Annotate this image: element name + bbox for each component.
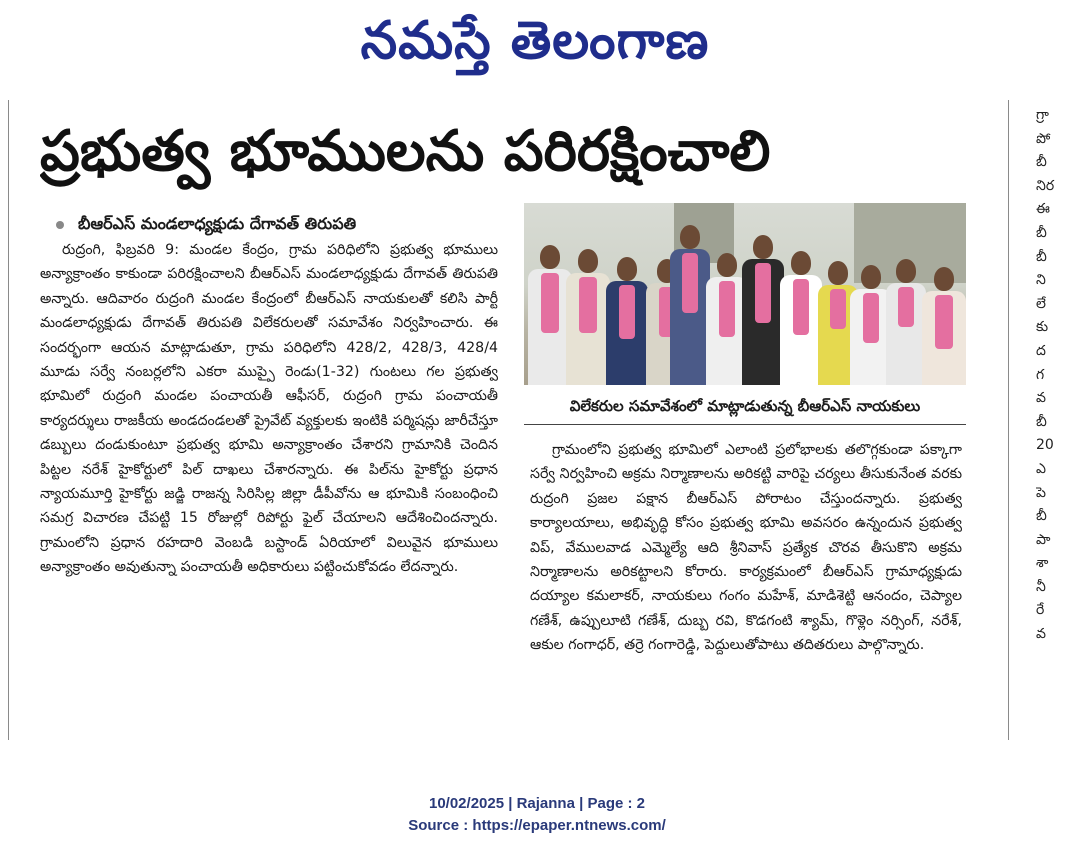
adjacent-column-line: శా bbox=[1036, 555, 1049, 572]
adjacent-column-line: పె bbox=[1036, 484, 1046, 501]
masthead-logo: నమస్తే తెలంగాణ bbox=[360, 11, 710, 71]
adjacent-column-line: ద bbox=[1036, 342, 1046, 359]
adjacent-column-line: ఎ bbox=[1036, 460, 1046, 477]
adjacent-column-line: పో bbox=[1036, 130, 1051, 147]
adjacent-column-line: పా bbox=[1036, 531, 1051, 548]
article-column-1 bbox=[40, 238, 498, 746]
photo-caption: విలేకరుల సమావేశంలో మాట్లాడుతున్న బీఆర్ఎస్ నాయకులు bbox=[524, 388, 966, 425]
article-column-2 bbox=[530, 438, 962, 746]
adjacent-column-line: బీ bbox=[1036, 154, 1047, 171]
adjacent-column-line: బీ bbox=[1036, 248, 1047, 265]
adjacent-column-line: రే bbox=[1036, 602, 1045, 619]
adjacent-column-line: వ bbox=[1036, 626, 1046, 643]
adjacent-column-line: ని bbox=[1036, 272, 1046, 289]
adjacent-column-line: బీ bbox=[1036, 508, 1047, 525]
adjacent-column-line: 20 bbox=[1036, 437, 1054, 454]
column-divider-left bbox=[8, 100, 9, 740]
article-headline: ప్రభుత్వ భూములను పరిరక్షించాలి bbox=[40, 119, 771, 184]
subhead-text: బీఆర్ఎస్ మండలాధ్యక్షుడు దేగావత్ తిరుపతి bbox=[78, 214, 357, 233]
adjacent-column-line: నీ bbox=[1036, 578, 1046, 595]
bullet-icon bbox=[56, 221, 64, 229]
adjacent-column-line: లే bbox=[1036, 295, 1046, 312]
adjacent-column-line: ఈ bbox=[1036, 201, 1050, 218]
adjacent-column-line: కు bbox=[1036, 319, 1049, 336]
adjacent-column-line: బీ bbox=[1036, 413, 1047, 430]
adjacent-column-line: బీ bbox=[1036, 224, 1047, 241]
adjacent-column-line: నిర bbox=[1036, 177, 1055, 194]
article-subhead bbox=[56, 212, 496, 236]
adjacent-column-line: గ bbox=[1036, 366, 1045, 383]
footer-date-edition: 10/02/2025 | Rajanna | Page : 2 bbox=[428, 795, 645, 812]
adjacent-column-line: గ్రా bbox=[1036, 107, 1049, 123]
column-divider-right bbox=[1008, 100, 1009, 740]
adjacent-column-fragment bbox=[1036, 104, 1074, 744]
adjacent-column-line: వ bbox=[1036, 390, 1046, 407]
column-1-text: రుద్రంగి, ఫిబ్రవరి 9: మండల కేంద్రం, గ్రామ పరిధిలోని ప్రభుత్వ భూములు అన్యాక్రాంతం కాకుండా పరిరక్షించాలని బీఆర్ఎస్ మండలాధ్యక్షుడు దేగావత్ తిరుపతి అన్నారు. ఆదివారం రుద్రంగి మండల కేంద్రంలో బీఆర్ఎస్ నాయకులతో కలిసి పార్టీ మండలాధ్యక్షుడు దేగావత్ తిరుపతి విలేకరులతో సమావేశం నిర్వహించారు. ఈ సందర్భంగా ఆయన మాట్లాడుతూ, గ్రామ పరిధిలోని 428/2, 428/3, 428/4 మూడు సర్వే నంబర్లలోని ఎకరా ముప్పై రెండు(1-32) గుంటలు గల ప్రభుత్వ భూమిలో రుద్రంగి మండల పంచాయతీ ఆఫీసర్, రుద్రంగి గ్రామ పంచాయతీ కార్యదర్శులు రాజకీయ అండదండలతో ప్రైవేట్ వ్యక్తులకు ఇంటికి పర్మిషన్లు జారీచేస్తూ డబ్బులు దండుకుంటూ ప్రభుత్వ భూమి అన్యాక్రాంతం చేశారని గ్రామానికి చెందిన పిట్టల నరేశ్ హైకోర్టులో పిల్ దాఖలు చేశారన్నారు. ఈ పిల్‌ను హైకోర్టు ప్రధాన న్యాయమూర్తి హైకోర్టు జడ్జి రాజన్న సిరిసిల్ల జిల్లా డీపీవోను ఆ భూమికి సంబంధించి సమగ్ర విచారణ చేపట్టి 15 రోజుల్లో రిపోర్టు ఫైల్ చేయాలని ఆదేశించిందన్నారు. గ్రామంలోని ప్రధాన రహదారి వెంబడి బస్టాండ్ ఏరియాలో విలువైన భూములు అన్యాక్రాంతం అవుతున్నా పంచాయతీ అధికారులు పట్టించుకోవడం లేదన్నారు. bbox=[40, 242, 498, 576]
column-2-text: గ్రామంలోని ప్రభుత్వ భూమిలో ఎలాంటి ప్రలోభాలకు తలొగ్గకుండా పక్కాగా సర్వే నిర్వహించి అక్రమ నిర్మాణాలను అరికట్టి వారిపై చర్యలు తీసుకునేంత వరకు రుద్రంగి ప్రజల పక్షాన బీఆర్ఎస్ పోరాటం చేస్తుందన్నారు. ప్రభుత్వ కార్యాలయాలు, అభివృద్ధి కోసం ప్రభుత్వ భూమి అవసరం ఉన్నందున ప్రభుత్వ విప్, వేములవాడ ఎమ్మెల్యే ఆది శ్రీనివాస్ ప్రత్యేక చొరవ తీసుకొని అక్రమ నిర్మాణాలను అరికట్టాలని కోరారు. కార్యక్రమంలో బీఆర్ఎస్ గ్రామాధ్యక్షుడు దయ్యాల కమలాకర్, నాయకులు గంగం మహేశ్, మాడిశెట్టి ఆనందం, చెప్యాల గణేశ్, ఉప్పులూటి గణేశ్, దుబ్బ రవి, కొడగంటి శ్యామ్, గొళ్లెం నర్సింగ్, నరేశ్, ఆకుల గంగాధర్, తర్రె గంగారెడ్డి, పెద్దులుతోపాటు తదితరులు పాల్గొన్నారు. bbox=[530, 442, 962, 654]
article-photo bbox=[524, 203, 966, 385]
footer-source: Source : https://epaper.ntnews.com/ bbox=[408, 817, 666, 834]
